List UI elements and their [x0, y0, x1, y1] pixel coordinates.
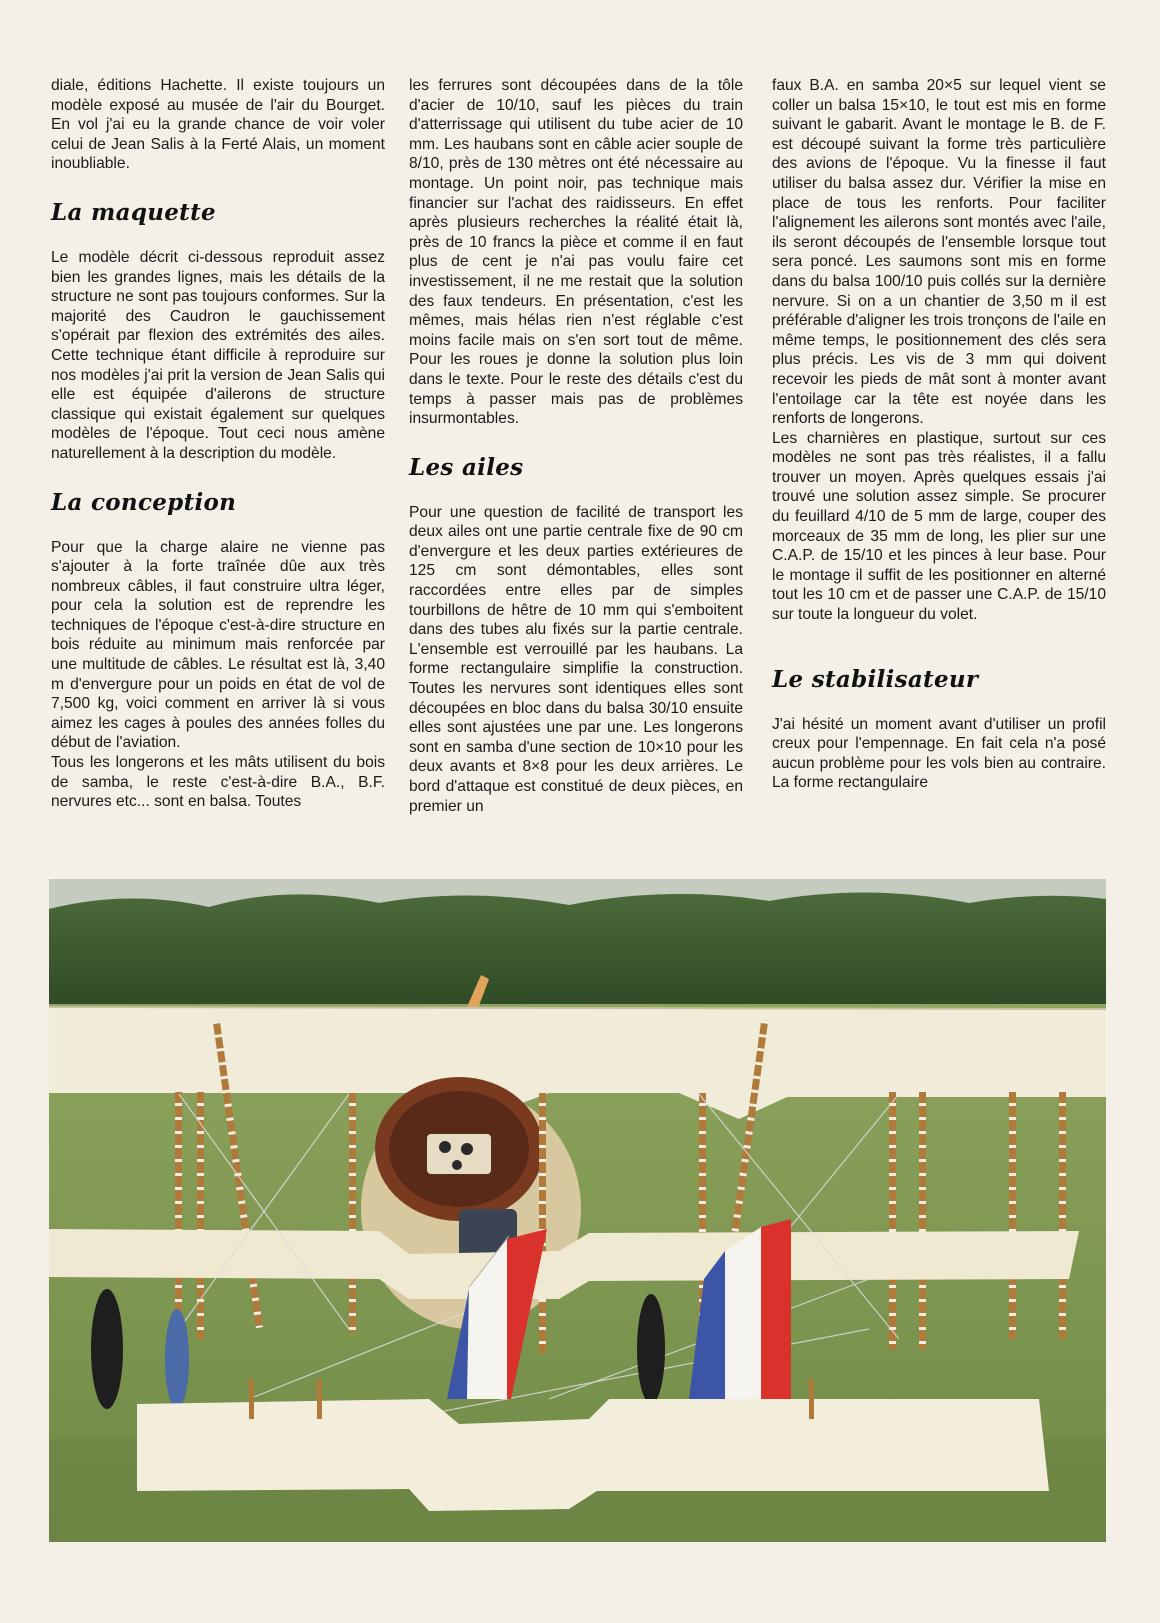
- wheel-left: [91, 1289, 123, 1409]
- heading-la-maquette: La maquette: [51, 198, 216, 226]
- heading-le-stabilisateur: Le stabilisateur: [772, 665, 979, 693]
- paragraph-intro: diale, éditions Hachette. Il existe toujours un modèle exposé au musée de l'air du Bourget. En vol j'ai eu la grande chance de voir voler celui de Jean Salis à la Ferté Alais, un moment inoubliable.: [51, 77, 385, 173]
- paragraph-ailes: Pour une question de facilité de transport les deux ailes ont une partie centrale fixe de 90 cm d'envergure et les deux parties extérieures de 125 cm sont démontables, elles sont raccordées entre elles par de simples tourbillons de hêtre de 10 mm qui s'emboitent dans des tubes alu fixés sur la partie centrale. L'ensemble est verrouillé par les haubans. La forme rectangulaire simplifie la construction. Toutes les nervures sont identiques elles sont découpées en bloc dans du balsa 30/10 ensuite elles sont ajustées une par une. Les longerons sont en samba d'une section de 10×10 pour les deux avants et 8×8 pour les deux arrières. Le bord d'attaque est constitué de deux pièces, en premier un: [409, 503, 743, 815]
- paragraph-maquette: Le modèle décrit ci-dessous reproduit assez bien les grandes lignes, mais les détails de la structure ne sont pas toujours conformes. Sur la majorité des Caudron le gauchissement s'opérait par flexion des extrémités des ailes. Cette technique étant difficile à reproduire sur nos modèles j'ai prit la version de Jean Salis qui elle est équipée d'ailerons de structure classique qui existait également sur quelques modèles de l'époque. Tout ceci nous amène naturellement à la description du modèle.: [51, 248, 385, 462]
- text-column-2: [409, 76, 743, 816]
- paragraph-longerons: Tous les longerons et les mâts utilisent du bois de samba, le reste c'est-à-dire B.A., B.F. nervures etc... sont en balsa. Toutes: [51, 754, 385, 811]
- paragraph-bord-attaque: faux B.A. en samba 20×5 sur lequel vient se coller un balsa 15×10, le tout est mis en forme suivant le gabarit. Avant le montage le B. de F. est découpé suivant la forme très particulière des avions de l'époque. Vu la finesse il faut utiliser du balsa assez dur. Vérifier la mise en place de tous les renforts. Pour faciliter l'alignement les ailerons sont montés avec l'aile, ils seront découpés de l'ensemble lorsque tout sera poncé. Les saumons sont mis en forme dans du balsa 100/10 puis collés sur la dernière nervure. Si on a un chantier de 3,50 m il est préférable d'aligner les trois tronçons de l'aile en même temps, le positionnement des clés sera plus précis. Les vis de 3 mm qui doivent recevoir les pieds de mât sont à monter avant l'entoilage car la tête est noyée dans les renforts de longerons.: [772, 77, 1106, 428]
- paragraph-conception: Pour que la charge alaire ne vienne pas s'ajouter à la forte traînée dûe aux très nombreux câbles, il faut construire ultra léger, pour cela la solution est de reprendre les techniques de l'époque c'est-à-dire structure en bois réduite au minimum mais renforcée par une multitude de câbles. Le résultat est là, 3,40 m d'envergure pour un poids en état de vol de 7,500 kg, voici comment en arriver là si vous aimez les cages à poules des années folles du début de l'aviation.: [51, 538, 385, 752]
- wheel-right: [637, 1294, 665, 1404]
- paragraph-charnieres: Les charnières en plastique, surtout sur ces modèles ne sont pas très réalistes, il a fallu trouver un moyen. Après quelques essais j'ai trouvé une solution assez simple. Se procurer du feuillard 4/10 de 5 mm de large, couper des morceaux de 35 mm de long, les plier sur une C.A.P. de 15/10 et les pinces à leur base. Pour le montage il suffit de les positionner en alterné tout les 10 cm et de passer une C.A.P. de 15/10 sur toute la longueur du volet.: [772, 429, 1106, 624]
- biplane-model-photo: [49, 879, 1106, 1542]
- text-column-1: [51, 76, 385, 812]
- tree-line: [49, 892, 1106, 1009]
- text-column-3: [772, 76, 1106, 793]
- heading-les-ailes: Les ailes: [409, 453, 524, 481]
- paragraph-stabilisateur: J'ai hésité un moment avant d'utiliser un profil creux pour l'empennage. En fait cela n'a posé aucun problème pour les vols bien au contraire. La forme rectangulaire: [772, 715, 1106, 792]
- heading-la-conception: La conception: [51, 488, 237, 516]
- paragraph-ferrures: les ferrures sont découpées dans de la tôle d'acier de 10/10, sauf les pièces du train d'atterrissage qui utilisent du tube acier de 10 mm. Les haubans sont en câble acier souple de 8/10, près de 130 mètres ont été nécessaire au montage. Un point noir, pas technique mais financier sur l'achat des raidisseurs. En effet après plusieurs recherches la réalité était là, près de 10 francs la pièce et comme il en faut plus de cent je n'ai pas voulu faire cet investissement, il ne me restait que la solution des faux tendeurs. En présentation, c'est les mêmes, mais hélas rien n'est réglable c'est moins facile mais on s'en sort tout de même. Pour les roues je donne la solution plus loin dans le texte. Pour le reste des détails c'est du temps à passer mais pas de problèmes insurmontables.: [409, 77, 743, 428]
